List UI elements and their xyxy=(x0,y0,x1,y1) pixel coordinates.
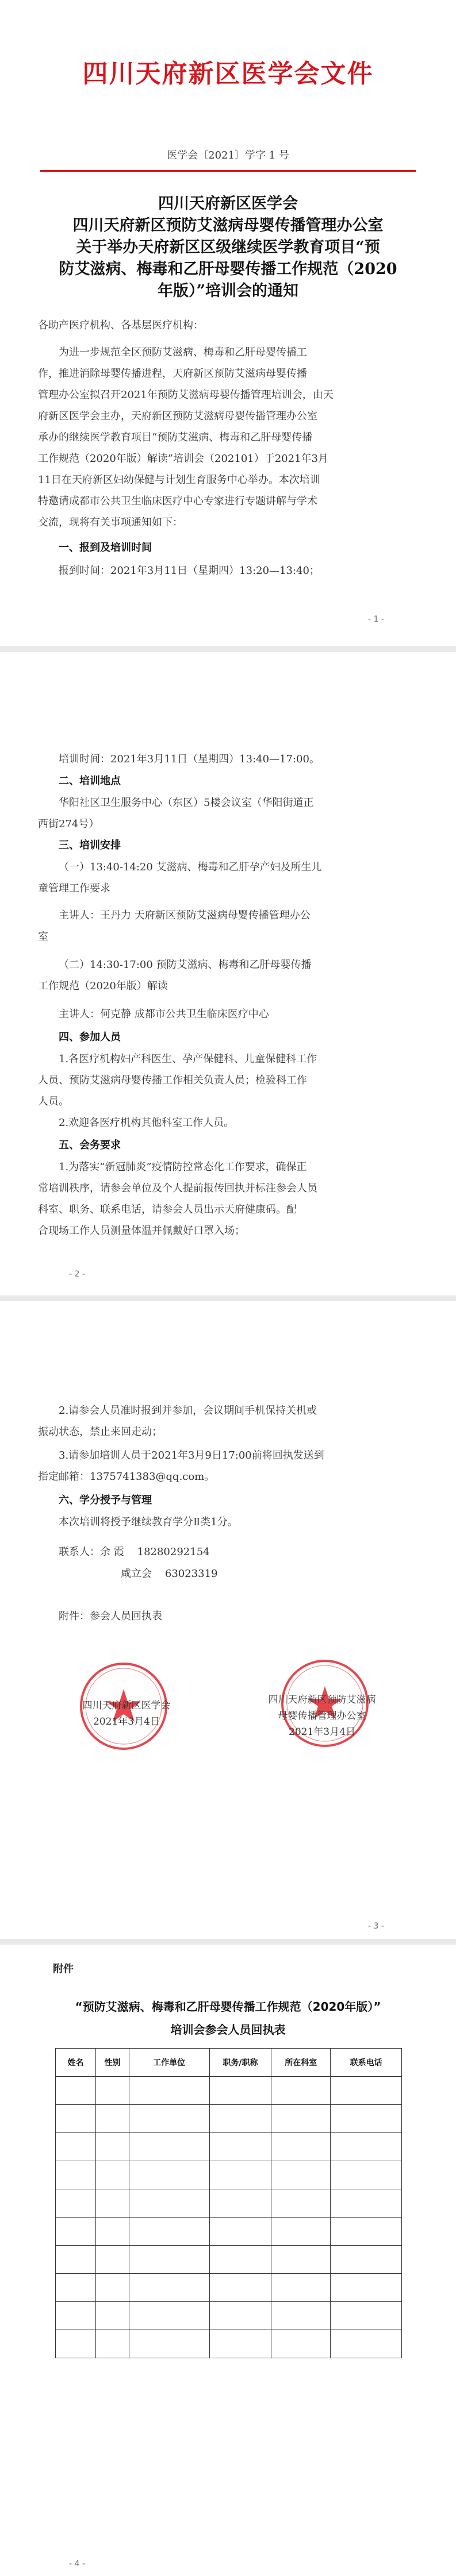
salutation: 各助产医疗机构、各基层医疗机构： xyxy=(38,319,204,331)
page-3 xyxy=(0,1301,456,1939)
table-header-cell: 工作单位 xyxy=(129,2049,209,2077)
table-cell[interactable] xyxy=(331,2105,402,2133)
table-cell[interactable] xyxy=(331,2246,402,2274)
table-cell[interactable] xyxy=(271,2133,331,2161)
table-cell[interactable] xyxy=(95,2274,129,2302)
table-cell[interactable] xyxy=(56,2246,96,2274)
section-1-heading: 一、报到及培训时间 xyxy=(59,542,152,554)
table-header-cell: 职务/职称 xyxy=(209,2049,271,2077)
attachment-label: 附件 xyxy=(53,1963,74,1975)
table-cell[interactable] xyxy=(331,2302,402,2330)
table-cell[interactable] xyxy=(56,2302,96,2330)
contact-label: 联系人：余 霞 xyxy=(59,1546,124,1558)
registration-table xyxy=(55,2048,402,2358)
table-cell[interactable] xyxy=(56,2133,96,2161)
table-row xyxy=(56,2246,402,2274)
table-cell[interactable] xyxy=(95,2302,129,2330)
table-row xyxy=(56,2330,402,2358)
intro-line: 府新区医学会主办，天府新区预防艾滋病母婴传播管理办公室 xyxy=(38,410,317,422)
title-line: 关于举办天府新区区级继续医学教育项目“预 xyxy=(76,238,380,256)
table-cell[interactable] xyxy=(56,2105,96,2133)
req-line: 科室、职务、联系电话，请参会人员出示天府健康码。配 xyxy=(38,1204,297,1216)
table-cell[interactable] xyxy=(209,2133,271,2161)
table-cell[interactable] xyxy=(271,2330,331,2358)
table-cell[interactable] xyxy=(56,2274,96,2302)
page-number: - 1 - xyxy=(368,615,384,624)
table-row xyxy=(56,2105,402,2133)
req-line: 2.请参会人员准时报到并参加，会议期间手机保持关机或 xyxy=(59,1405,317,1417)
requirement-2 xyxy=(38,1400,418,1443)
item-line: 工作规范（2020年版）解读 xyxy=(38,980,168,992)
table-cell[interactable] xyxy=(209,2218,271,2246)
section-5-heading: 五、会务要求 xyxy=(59,1139,121,1151)
contact-1 xyxy=(38,1541,418,1563)
sig-line: 四川天府新区医学会 xyxy=(82,1700,171,1711)
signature-right xyxy=(253,1692,391,1740)
page-number: - 3 - xyxy=(368,1922,384,1931)
sig-line: 2021年3月4日 xyxy=(289,1726,355,1738)
section-6-heading: 六、学分授予与管理 xyxy=(59,1494,152,1506)
contact-phone: 63023319 xyxy=(164,1568,218,1580)
table-header-cell: 联系电话 xyxy=(331,2049,402,2077)
credit-note: 本次培训将授予继续教育学分Ⅱ类1分。 xyxy=(59,1516,238,1528)
table-cell[interactable] xyxy=(209,2105,271,2133)
people-line: 1.各医疗机构妇产科医生、孕产保健科、儿童保健科工作 xyxy=(59,1053,317,1065)
table-cell[interactable] xyxy=(271,2218,331,2246)
table-cell[interactable] xyxy=(209,2161,271,2189)
speaker-line: 室 xyxy=(38,931,48,943)
table-cell[interactable] xyxy=(129,2189,209,2218)
page-number: - 4 - xyxy=(69,2559,85,2569)
table-cell[interactable] xyxy=(271,2302,331,2330)
form-title xyxy=(47,1995,409,2041)
requirement-1 xyxy=(38,1156,418,1241)
intro-paragraph xyxy=(38,342,418,533)
table-row xyxy=(56,2302,402,2330)
table-cell[interactable] xyxy=(331,2274,402,2302)
table-cell[interactable] xyxy=(95,2133,129,2161)
form-title-line: “预防艾滋病、梅毒和乙肝母婴传播工作规范（2020年版）” xyxy=(75,2000,381,2014)
table-header-cell: 性别 xyxy=(95,2049,129,2077)
table-cell[interactable] xyxy=(209,2189,271,2218)
contact-name: 咸立会 xyxy=(121,1568,152,1580)
intro-line: 交流，现将有关事项通知如下： xyxy=(38,516,183,529)
table-cell[interactable] xyxy=(95,2330,129,2358)
location-line: 华阳社区卫生服务中心（东区）5楼会议室（华阳街道正 xyxy=(59,797,314,809)
location-line: 西街274号） xyxy=(38,818,99,830)
table-cell[interactable] xyxy=(95,2246,129,2274)
table-cell[interactable] xyxy=(271,2189,331,2218)
table-cell[interactable] xyxy=(129,2302,209,2330)
red-divider xyxy=(40,170,416,172)
table-header-cell: 姓名 xyxy=(56,2049,96,2077)
req-line: 合现场工作人员测量体温并佩戴好口罩入场； xyxy=(38,1225,245,1237)
table-cell[interactable] xyxy=(56,2189,96,2218)
table-cell[interactable] xyxy=(331,2330,402,2358)
table-cell[interactable] xyxy=(271,2077,331,2105)
table-cell[interactable] xyxy=(271,2161,331,2189)
req-line: 振动状态，禁止来回走动； xyxy=(38,1426,162,1438)
table-cell[interactable] xyxy=(331,2133,402,2161)
table-row xyxy=(56,2218,402,2246)
table-cell[interactable] xyxy=(95,2077,129,2105)
table-row xyxy=(56,2161,402,2189)
title-line: 年版）”培训会的通知 xyxy=(157,282,299,300)
intro-line: 工作规范（2020年版）解读”培训会（202101）于2021年3月 xyxy=(38,453,328,465)
title-line: 防艾滋病、梅毒和乙肝母婴传播工作规范（2020 xyxy=(59,260,397,278)
sig-line: 2021年3月4日 xyxy=(93,1716,160,1727)
table-cell[interactable] xyxy=(56,2330,96,2358)
table-cell[interactable] xyxy=(56,2218,96,2246)
table-cell[interactable] xyxy=(56,2077,96,2105)
intro-line: 作，推进消除母婴传播进程，天府新区预防艾滋病母婴传播 xyxy=(38,368,307,380)
table-cell[interactable] xyxy=(331,2189,402,2218)
table-cell[interactable] xyxy=(129,2246,209,2274)
speaker-1 xyxy=(38,905,418,947)
table-header-cell: 所在科室 xyxy=(271,2049,331,2077)
intro-line: 11日在天府新区妇幼保健与计划生育服务中心举办。本次培训 xyxy=(38,474,320,486)
page-4 xyxy=(0,1945,456,2576)
people-line: 2.欢迎各医疗机构其他科室工作人员。 xyxy=(59,1117,235,1129)
table-cell[interactable] xyxy=(271,2274,331,2302)
table-cell[interactable] xyxy=(331,2218,402,2246)
speaker-line: 主讲人：王丹力 天府新区预防艾滋病母婴传播管理办公 xyxy=(59,909,311,921)
table-cell[interactable] xyxy=(271,2246,331,2274)
contact-phone: 18280292154 xyxy=(137,1546,210,1558)
table-cell[interactable] xyxy=(209,2330,271,2358)
page-number: - 2 - xyxy=(69,1270,85,1279)
table-header-row xyxy=(56,2049,402,2077)
item-line: （一）13:40-14:20 艾滋病、梅毒和乙肝孕产妇及所生儿 xyxy=(59,861,322,873)
table-cell[interactable] xyxy=(331,2161,402,2189)
table-cell[interactable] xyxy=(95,2218,129,2246)
schedule-item-1 xyxy=(38,857,418,899)
table-cell[interactable] xyxy=(129,2274,209,2302)
doc-title xyxy=(38,193,418,302)
table-cell[interactable] xyxy=(209,2302,271,2330)
req-line: 3.请参加培训人员于2021年3月9日17:00前将回执发送到 xyxy=(59,1449,324,1461)
contact-2 xyxy=(38,1563,418,1584)
req-line: 常培训秩序，请参会单位及个人提前报传回执并标注参会人员 xyxy=(38,1182,317,1194)
requirement-3 xyxy=(38,1445,418,1487)
table-cell[interactable] xyxy=(129,2105,209,2133)
table-row xyxy=(56,2189,402,2218)
table-cell[interactable] xyxy=(129,2330,209,2358)
sig-line: 四川天府新区预防艾滋病 xyxy=(268,1694,376,1706)
table-cell[interactable] xyxy=(95,2189,129,2218)
table-cell[interactable] xyxy=(95,2161,129,2189)
table-cell[interactable] xyxy=(209,2246,271,2274)
signature-left xyxy=(69,1698,184,1730)
doc-number: 医学会〔2021〕学字 1 号 xyxy=(167,149,289,161)
req-line: 指定邮箱：1375741383@qq.com。 xyxy=(38,1471,215,1483)
table-cell[interactable] xyxy=(331,2077,402,2105)
item-line: 童管理工作要求 xyxy=(38,882,110,894)
form-title-line: 培训会参会人员回执表 xyxy=(170,2023,286,2037)
table-cell[interactable] xyxy=(209,2274,271,2302)
section-3-heading: 三、培训安排 xyxy=(59,839,121,851)
intro-line: 特邀请成都市公共卫生临床医疗中心专家进行专题讲解与学术 xyxy=(38,495,317,507)
attachment-note: 附件：参会人员回执表 xyxy=(59,1610,162,1622)
train-time: 培训时间：2021年3月11日（星期四）13:40—17:00。 xyxy=(59,753,320,765)
location xyxy=(38,792,418,835)
table-row xyxy=(56,2077,402,2105)
participants xyxy=(38,1048,418,1133)
org-title: 四川天府新区医学会文件 xyxy=(82,59,374,88)
section-4-heading: 四、参加人员 xyxy=(59,1031,121,1043)
req-line: 1.为落实“新冠肺炎”疫情防控常态化工作要求，确保正 xyxy=(59,1161,307,1173)
table-cell[interactable] xyxy=(56,2161,96,2189)
table-cell[interactable] xyxy=(129,2161,209,2189)
speaker-2: 主讲人：何克静 成都市公共卫生临床医疗中心 xyxy=(59,1008,269,1020)
checkin-time: 报到时间：2021年3月11日（星期四）13:20—13:40； xyxy=(59,565,320,577)
table-cell[interactable] xyxy=(129,2133,209,2161)
table-cell[interactable] xyxy=(95,2105,129,2133)
section-2-heading: 二、培训地点 xyxy=(59,775,121,787)
people-line: 人员、预防艾滋病母婴传播工作相关负责人员；检验科工作 xyxy=(38,1074,307,1086)
title-line: 四川天府新区预防艾滋病母婴传播管理办公室 xyxy=(72,217,384,234)
page-2 xyxy=(0,652,456,1295)
table-cell[interactable] xyxy=(209,2077,271,2105)
title-line: 四川天府新区医学会 xyxy=(158,195,298,213)
intro-line: 管理办公室拟召开2021年预防艾滋病母婴传播管理培训会，由天 xyxy=(38,389,334,401)
table-row xyxy=(56,2133,402,2161)
intro-line: 承办的继续医学教育项目“预防艾滋病、梅毒和乙肝母婴传播 xyxy=(38,431,313,444)
item-line: （二）14:30-17:00 预防艾滋病、梅毒和乙肝母婴传播 xyxy=(59,959,312,971)
table-row xyxy=(56,2274,402,2302)
people-line: 人员。 xyxy=(38,1096,69,1108)
table-cell[interactable] xyxy=(129,2077,209,2105)
table-cell[interactable] xyxy=(271,2105,331,2133)
intro-line: 为进一步规范全区预防艾滋病、梅毒和乙肝母婴传播工 xyxy=(59,346,307,358)
sig-line: 母婴传播管理办公室 xyxy=(278,1710,366,1722)
page-1 xyxy=(0,0,456,646)
table-cell[interactable] xyxy=(129,2218,209,2246)
schedule-item-2 xyxy=(38,954,418,997)
